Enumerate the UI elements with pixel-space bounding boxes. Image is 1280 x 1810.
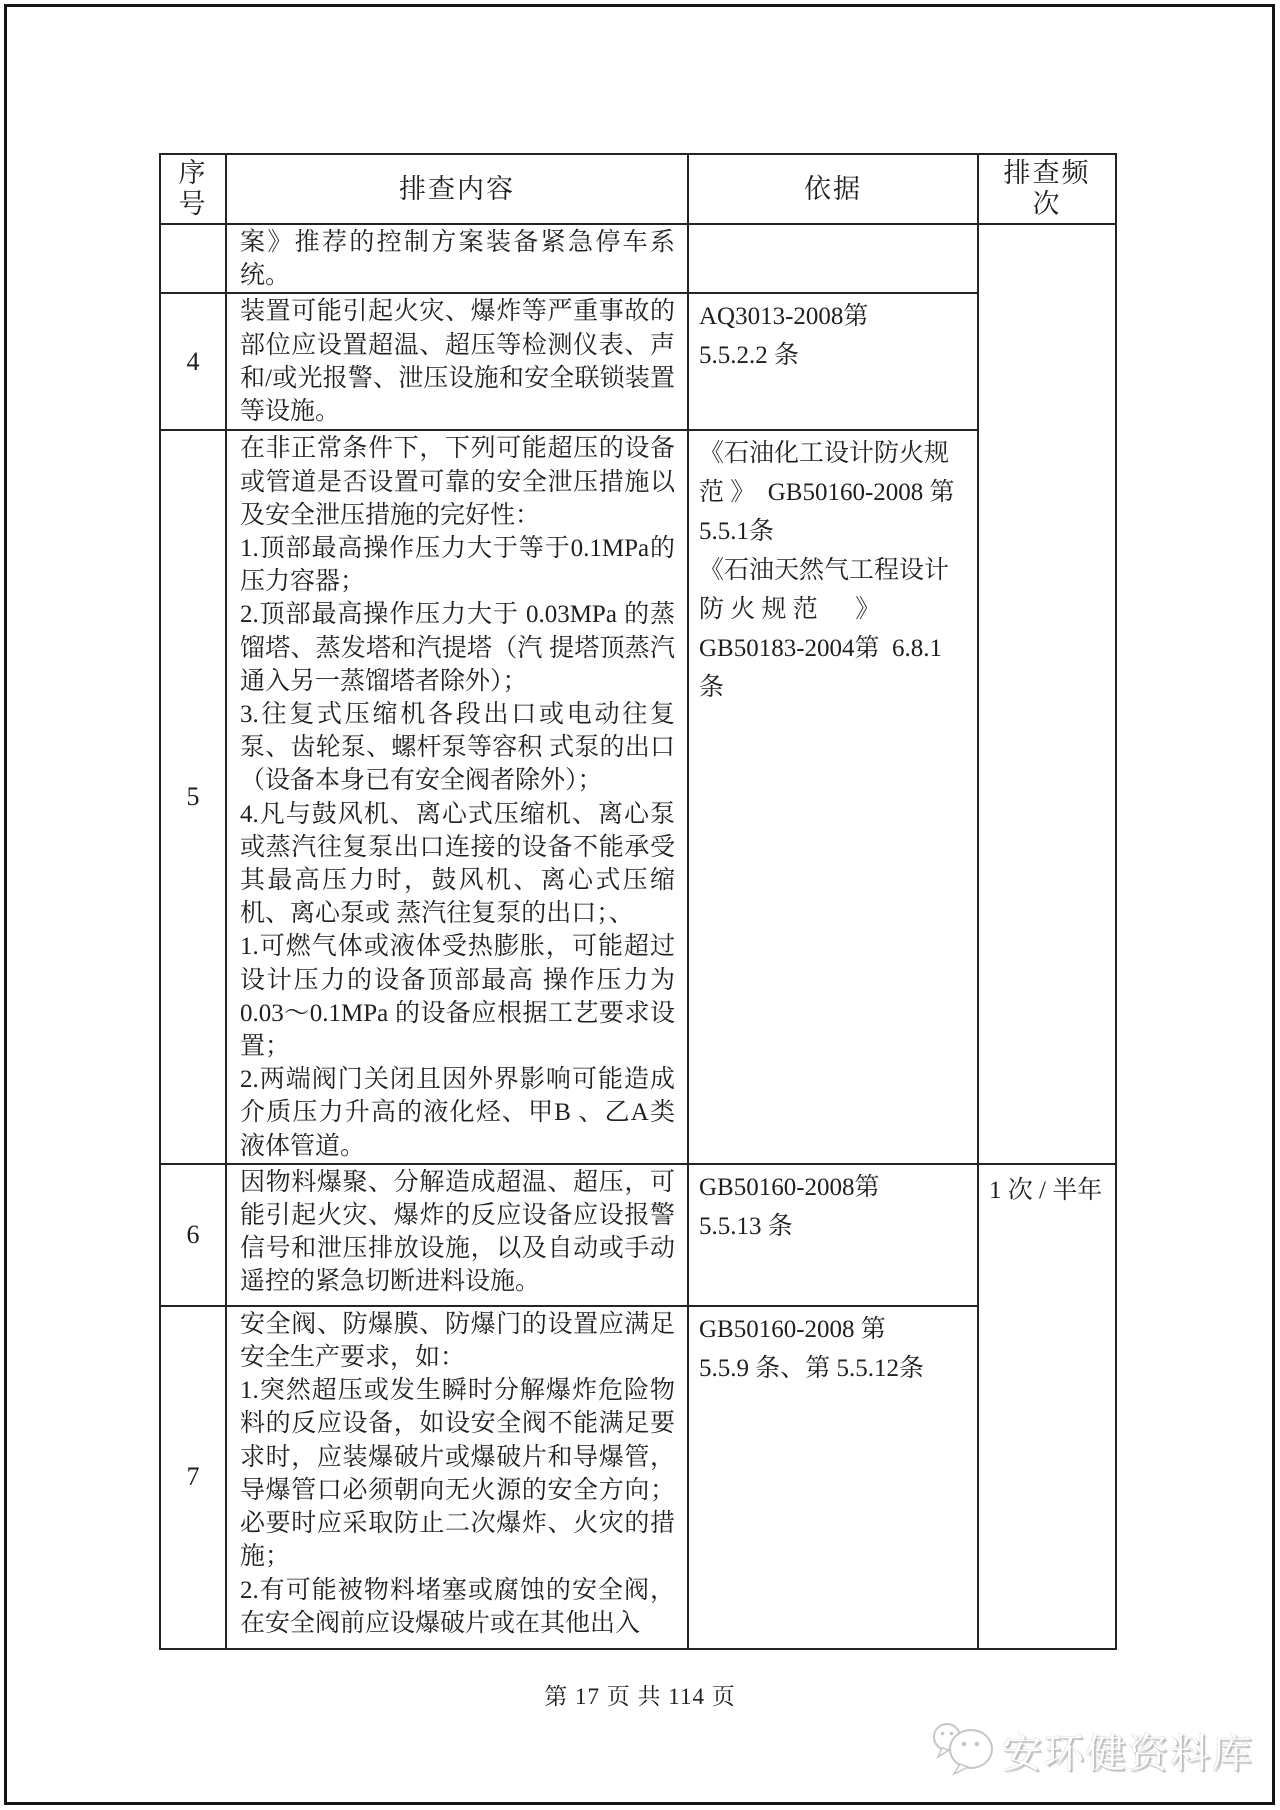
basis-cell <box>688 224 978 293</box>
table-row-5 <box>160 430 1116 1163</box>
table-row-7 <box>160 1306 1116 1649</box>
table-row-4 <box>160 293 1116 430</box>
page-number: 第 17 页 共 114 页 <box>544 1684 736 1709</box>
frequency-cell: 1 次 / 半年 <box>978 1164 1116 1649</box>
seq-cell: 7 <box>160 1306 226 1649</box>
seq-cell: 5 <box>160 430 226 1163</box>
watermark-text: 安环健资料库 <box>1002 1731 1254 1776</box>
content-cell: 在非正常条件下，下列可能超压的设备或管道是否设置可靠的安全泄压措施以及安全泄压措施的完好性： 1.顶部最高操作压力大于等于0.1MPa的压力容器； 2.顶部最高操作压力大于 0.03MPa 的蒸馏塔、蒸发塔和汽提塔（汽 提塔顶蒸汽通入另一蒸馏塔者除外）； 3.往复式压缩机各段出口或电动往复泵、齿轮泵、螺杆泵等容积 式泵的出口（设备本身已有安全阀者除外）； 4.凡与鼓风机、离心式压缩机、离心泵或蒸汽往复泵出口连接的设备不能承受其最高压力时，鼓风机、离心式压缩机、离心泵或 蒸汽往复泵的出口；、 1.可燃气体或液体受热膨胀，可能超过设计压力的设备顶部最高 操作压力为0.03～0.1MPa 的设备应根据工艺要求设置； 2.两端阀门关闭且因外界影响可能造成介质压力升高的液化烃、甲B 、乙A类液体管道。 <box>226 430 688 1163</box>
col-header-content: 排查内容 <box>226 154 688 224</box>
chat-bubbles-icon <box>930 1720 996 1781</box>
seq-cell: 6 <box>160 1164 226 1306</box>
seq-cell: 4 <box>160 293 226 430</box>
frequency-cell-empty <box>978 224 1116 1164</box>
col-header-basis: 依据 <box>688 154 978 224</box>
content-cell: 案》推荐的控制方案装备紧急停车系统。 <box>226 224 688 293</box>
col-header-seq: 序号 <box>160 154 226 224</box>
content-cell: 装置可能引起火灾、爆炸等严重事故的部位应设置超温、超压等检测仪表、声和/或光报警、泄压设施和安全联锁装置等设施。 <box>226 293 688 430</box>
inspection-table <box>159 153 1117 1650</box>
content-cell: 因物料爆聚、分解造成超温、超压，可能引起火灾、爆炸的反应设备应设报警信号和泄压排放设施，以及自动或手动遥控的紧急切断进料设施。 <box>226 1164 688 1306</box>
table-row-continued <box>160 224 1116 293</box>
basis-cell: 《石油化工设计防火规 范 》 GB50160-2008 第 5.5.1条 《石油天然气工程设计 防 火 规 范 》 GB50183-2004第 6.8.1 条 <box>688 430 978 1163</box>
basis-cell: GB50160-2008 第 5.5.9 条、第 5.5.12条 <box>688 1306 978 1649</box>
basis-cell: AQ3013-2008第 5.5.2.2 条 <box>688 293 978 430</box>
seq-cell <box>160 224 226 293</box>
content-cell: 安全阀、防爆膜、防爆门的设置应满足安全生产要求，如： 1.突然超压或发生瞬时分解爆炸危险物料的反应设备，如设安全阀不能满足要求时，应装爆破片或爆破片和导爆管，导爆管口必须朝向无火源的安全方向；必要时应采取防止二次爆炸、火灾的措施； 2.有可能被物料堵塞或腐蚀的安全阀，在安全阀前应设爆破片或在其他出入 <box>226 1306 688 1649</box>
basis-cell: GB50160-2008第 5.5.13 条 <box>688 1164 978 1306</box>
table-row-6 <box>160 1164 1116 1306</box>
table-header-row <box>160 154 1116 224</box>
col-header-frequency: 排查频次 <box>978 154 1116 224</box>
watermark <box>930 1720 1254 1781</box>
